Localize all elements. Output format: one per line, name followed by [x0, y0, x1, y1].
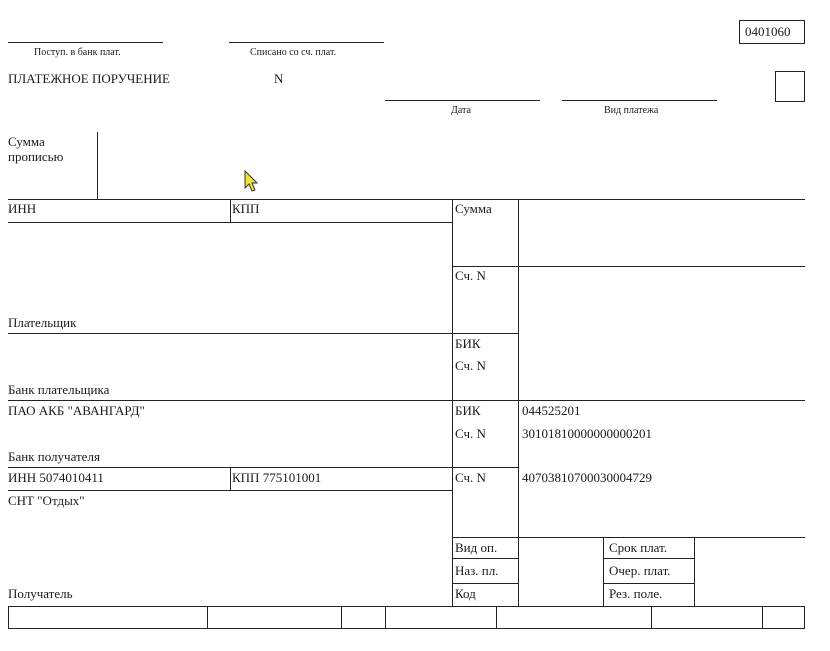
- status-box[interactable]: [775, 71, 805, 102]
- payer-inn-label: ИНН: [8, 201, 37, 216]
- payee-bank-bik-value: 044525201: [522, 403, 581, 418]
- code-label: Код: [455, 586, 476, 601]
- payee-bank-bik-label: БИК: [455, 403, 481, 418]
- payer-name-label: Плательщик: [8, 315, 77, 330]
- amount-words-label-1: Сумма: [8, 134, 45, 149]
- payer-bank-bik-label: БИК: [455, 336, 481, 351]
- payee-inn: ИНН 5074010411: [8, 470, 104, 485]
- op-type-label: Вид оп.: [455, 540, 498, 555]
- payment-type-label: Вид платежа: [604, 105, 659, 116]
- debited-label: Списано со сч. плат.: [250, 47, 337, 58]
- payee-name-label: Получатель: [8, 586, 73, 601]
- payee-account-label: Сч. N: [455, 470, 486, 485]
- payee-name: СНТ "Отдых": [8, 493, 85, 508]
- priority-label: Очер. плат.: [609, 563, 671, 578]
- term-label: Срок плат.: [609, 540, 668, 555]
- date-label: Дата: [451, 105, 471, 116]
- payer-bank-account-label: Сч. N: [455, 358, 486, 373]
- payment-type-line: [562, 100, 717, 101]
- document-title: ПЛАТЕЖНОЕ ПОРУЧЕНИЕ: [8, 71, 170, 86]
- amount-words-divider: [97, 132, 98, 199]
- payer-bank-name-label: Банк плательщика: [8, 382, 110, 397]
- amount-label: Сумма: [455, 201, 492, 216]
- payee-bank-name: ПАО АКБ "АВАНГАРД": [8, 403, 145, 418]
- date-line: [385, 100, 540, 101]
- debited-line: [229, 42, 384, 43]
- form-code: 0401060: [745, 24, 791, 39]
- payee-bank-account-value: 30101810000000000201: [522, 426, 652, 441]
- received-line: [8, 42, 163, 43]
- reserve-label: Рез. поле.: [609, 586, 663, 601]
- purpose-label: Наз. пл.: [455, 563, 499, 578]
- payer-account-label: Сч. N: [455, 268, 486, 283]
- bottom-strip: [8, 606, 805, 629]
- amount-words-label-2: прописью: [8, 149, 64, 164]
- mouse-cursor-icon: [243, 170, 259, 194]
- number-label: N: [274, 71, 284, 86]
- received-label: Поступ. в банк плат.: [34, 47, 121, 58]
- payee-bank-name-label: Банк получателя: [8, 449, 100, 464]
- payer-kpp-label: КПП: [232, 201, 260, 216]
- payee-bank-account-label: Сч. N: [455, 426, 486, 441]
- payee-kpp: КПП 775101001: [232, 470, 322, 485]
- payee-account-value: 40703810700030004729: [522, 470, 652, 485]
